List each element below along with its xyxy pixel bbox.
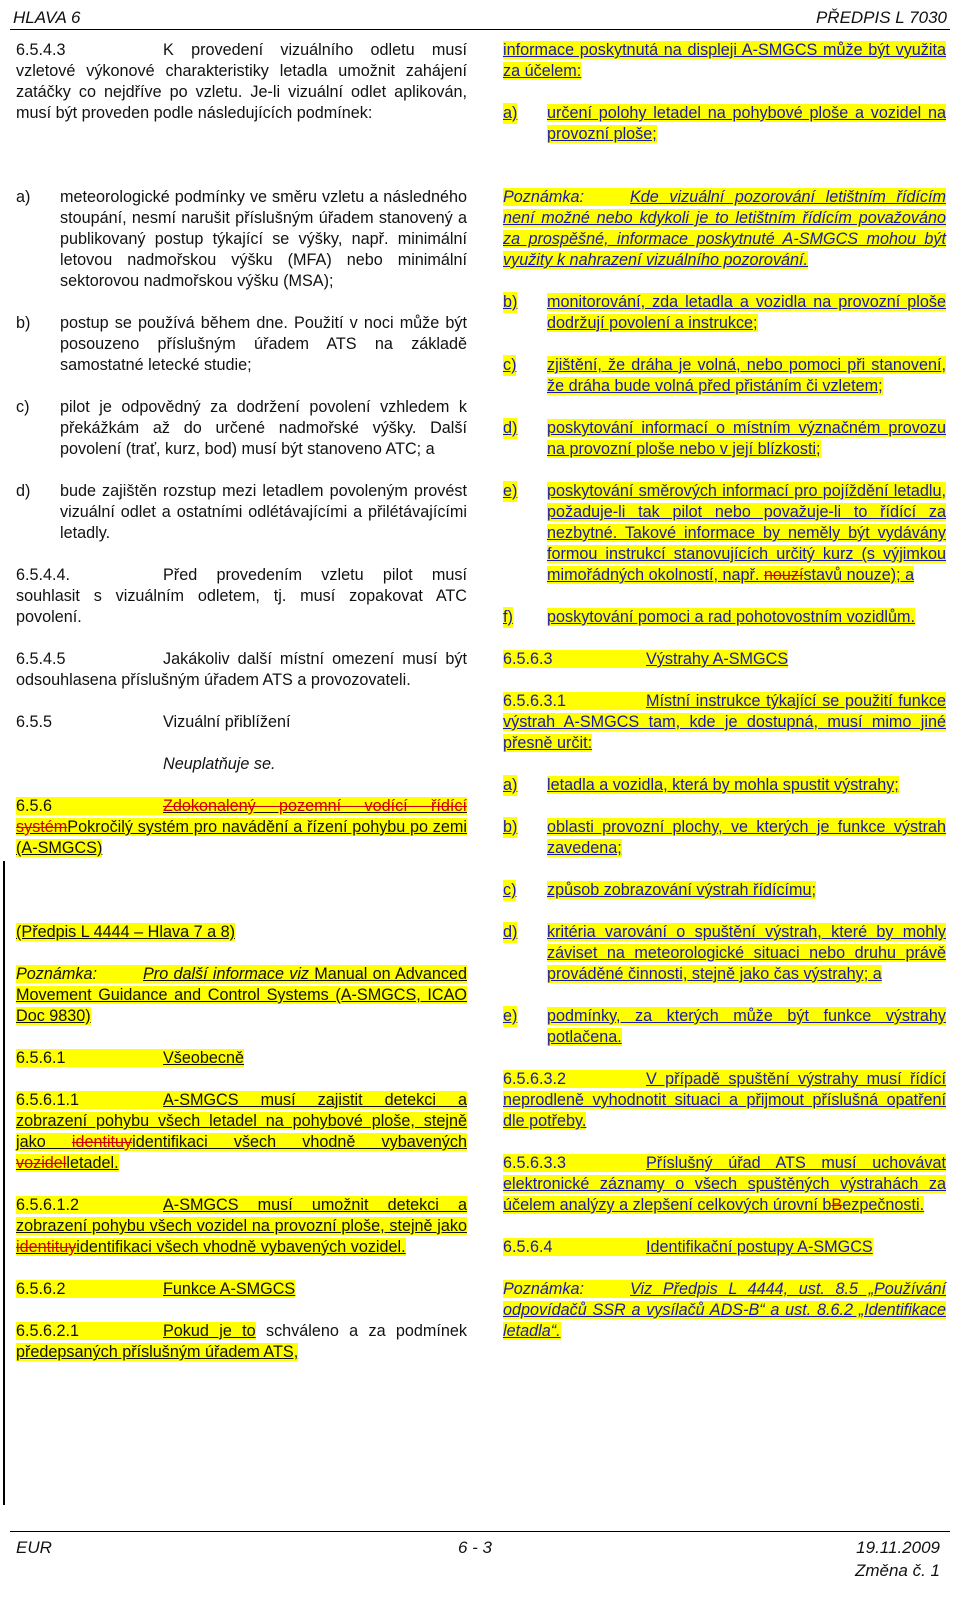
deleted-text: Zdokonalený pozemní vodící řídící systém — [16, 797, 467, 836]
section-6561-heading — [16, 1048, 467, 1069]
section-6544 — [16, 565, 467, 628]
intro-text: informace poskytnutá na displeji A-SMGCS může být využita za účelem: — [503, 41, 946, 80]
amendment-label: Změna č. 1 — [854, 1561, 940, 1580]
visual-note — [503, 187, 946, 271]
item-label: d) — [503, 923, 518, 941]
section-text: identifikaci všech vhodně vybavených vozidel. — [76, 1238, 406, 1256]
item-text: letadla a vozidla, která by mohla spustit výstrahy; — [547, 776, 899, 794]
item-text: určení polohy letadel na pohybové ploše a vozidel na provozní ploše; — [547, 104, 946, 143]
list-item — [503, 1006, 946, 1048]
item-text: způsob zobrazování výstrah řídícímu; — [547, 881, 817, 899]
section-number: 6.5.6.1 — [16, 1049, 66, 1067]
section-6543 — [16, 40, 467, 124]
item-label: c) — [16, 398, 30, 416]
section-number: 6.5.6.3.2 — [503, 1070, 567, 1088]
manual-note — [16, 964, 467, 1027]
list-item — [503, 880, 946, 901]
section-number: 6.5.6.1.2 — [16, 1196, 80, 1214]
not-applicable-note: Neuplatňuje se. — [163, 755, 276, 773]
note-label: Poznámka: — [503, 1280, 584, 1298]
section-656-heading — [16, 796, 467, 859]
item-text: poskytování informací o místním význačném provozu na provozní ploše nebo v její blízkosti; — [547, 419, 946, 458]
deleted-text: identituy — [16, 1238, 77, 1256]
item-label: b) — [503, 293, 518, 311]
item-label: a) — [503, 776, 518, 794]
item-text: postup se používá během dne. Použití v noci může být posouzeno příslušným úřadem ATS na základě samostatné letecké studie; — [60, 314, 467, 374]
item-label: b) — [16, 314, 31, 332]
item-label: c) — [503, 356, 517, 374]
section-text: ezpečnosti. — [842, 1196, 925, 1214]
note-label: Poznámka: — [16, 965, 97, 983]
section-65621 — [16, 1321, 467, 1363]
note-label: Poznámka: — [503, 188, 584, 206]
left-column — [16, 40, 467, 1363]
item-text: oblasti provozní plochy, ve kterých je funkce výstrah zavedena; — [547, 818, 946, 857]
item-text: pilot je odpovědný za dodržení povolení vzhledem k překážkám až do určené nadmořské výšky. Další povolení (trať, kurz, bod) musí být stanoveno ATC; a — [60, 398, 467, 458]
section-number: 6.5.4.3 — [16, 41, 66, 59]
manual-title: Manual on Advanced Movement Guidance and Control Systems (A-SMGCS, ICAO Doc 9830) — [16, 965, 467, 1025]
section-text: Místní instrukce týkající se použití funkce výstrah A-SMGCS tam, kde je dostupná, musí mimo jiné přesně určit: — [503, 692, 946, 752]
item-label: d) — [503, 419, 518, 437]
section-text: K provedení vizuálního odletu musí vzletové výkonové charakteristiky letadla umožnit zahájení zatáčky co nejdříve po vzletu. Je-li vizuální odlet aplikován, musí být proveden podle následujících podmínek: — [16, 41, 467, 122]
note-text: Viz Předpis L 4444, ust. 8.5 „Používání odpovídačů SSR a vysílačů ADS-B“ a ust. 8.6.2 „Identifikace letadla“. — [503, 1280, 946, 1340]
section-number: 6.5.6.1.1 — [16, 1091, 80, 1109]
page-header — [10, 5, 950, 30]
section-6545 — [16, 649, 467, 691]
list-item — [16, 313, 467, 376]
section-number: 6.5.6.3.1 — [503, 692, 567, 710]
section-number: 6.5.6 — [16, 797, 53, 815]
right-column — [503, 40, 946, 1342]
item-label: a) — [503, 104, 518, 122]
item-label: f) — [503, 608, 513, 626]
section-65631 — [503, 691, 946, 754]
item-text: kritéria varování o spuštění výstrah, které by mohly záviset na meteorologické situaci nebo druhu právě prováděné činnosti, stejně jako čas výstrahy; a — [547, 923, 946, 983]
section-65632 — [503, 1069, 946, 1132]
section-number: 6.5.6.3 — [503, 650, 553, 668]
section-65633 — [503, 1153, 946, 1216]
item-text: stavů nouze); a — [803, 566, 915, 584]
section-number: 6.5.4.4. — [16, 566, 71, 584]
section-text: Před provedením vzletu pilot musí souhlasit s vizuálním odletem, tj. musí zopakovat ATC povolení. — [16, 566, 467, 626]
item-text: podmínky, za kterých může být funkce výstrahy potlačena. — [547, 1007, 946, 1046]
section-65611 — [16, 1090, 467, 1174]
section-text: Pokud je to — [163, 1322, 256, 1340]
change-bar — [3, 861, 5, 1505]
note-text: Pro další informace viz — [143, 965, 310, 983]
section-text: schváleno a za podmínek — [265, 1322, 468, 1340]
reference-text: (Předpis L 4444 – Hlava 7 a 8) — [16, 923, 235, 941]
section-text: předepsaných příslušným úřadem ATS, — [16, 1343, 299, 1361]
list-item — [16, 397, 467, 460]
section-text: V případě spuštění výstrahy musí řídící neprodleně vyhodnotit situaci a přijmout příslušná opatření dle potřeby. — [503, 1070, 946, 1130]
section-number: 6.5.5 — [16, 713, 53, 731]
section-text: letadel. — [66, 1154, 119, 1172]
item-label: e) — [503, 482, 518, 500]
list-item — [503, 607, 946, 628]
list-item — [503, 355, 946, 397]
item-text: bude zajištěn rozstup mezi letadlem povoleným provést vizuální odlet a ostatními odlétávajícími a přilétávajícími letadly. — [60, 482, 467, 542]
reference — [16, 922, 467, 943]
section-text: Příslušný úřad ATS musí uchovávat elektronické záznamy o všech spuštěných výstrahách za účelem analýzy a zlepšení celkových úrovní b — [503, 1154, 946, 1214]
section-6562-heading — [16, 1279, 467, 1300]
section-title: Identifikační postupy A-SMGCS — [646, 1238, 873, 1256]
page-footer — [10, 1531, 950, 1604]
item-label: c) — [503, 881, 517, 899]
section-6563-heading — [503, 649, 946, 670]
list-item — [503, 418, 946, 460]
item-text: zjištění, že dráha je volná, nebo pomoci při stanovení, že dráha bude volná před přistáním či vzletem; — [547, 356, 946, 395]
chapter-label: HLAVA 6 — [13, 8, 81, 27]
section-title: Všeobecně — [163, 1049, 245, 1067]
section-title: Vizuální přiblížení — [163, 713, 291, 731]
item-text: monitorování, zda letadla a vozidla na provozní ploše dodržují povolení a instrukce; — [547, 293, 946, 332]
identification-note — [503, 1279, 946, 1342]
item-label: b) — [503, 818, 518, 836]
section-65612 — [16, 1195, 467, 1258]
inserted-text: Pokročilý systém pro navádění a řízení pohybu po zemi (A-SMGCS) — [16, 818, 467, 857]
item-label: a) — [16, 188, 31, 206]
list-item — [503, 103, 946, 145]
item-label: e) — [503, 1007, 518, 1025]
regulation-label: PŘEDPIS L 7030 — [815, 8, 947, 27]
section-title: Výstrahy A-SMGCS — [646, 650, 789, 668]
deleted-text: vozidel — [16, 1154, 67, 1172]
note-text: Kde vizuální pozorování letištním řídícím není možné nebo kdykoli je to letištním řídícím považováno za prospěšné, informace poskytnuté A-SMGCS mohou být využity k nahrazení vizuálního pozorování. — [503, 188, 946, 269]
section-text: A-SMGCS musí zajistit detekci a zobrazení pohybu všech letadel na pohybové ploše, stejně jako — [16, 1091, 467, 1151]
item-text: poskytování pomoci a rad pohotovostním vozidlům. — [547, 608, 916, 626]
section-6564-heading — [503, 1237, 946, 1258]
item-text: poskytování směrových informací pro pojíždění letadlu, požaduje-li tak pilot nebo považuje-li to řídící za nezbytné. Takové informace by neměly být vydávány formou instrukcí stanovujících určitý kurz (s výjimkou mimořádných okolností, např. — [547, 482, 946, 584]
list-item — [503, 481, 946, 586]
deleted-text: identituy — [71, 1133, 133, 1151]
deleted-text: nouzí — [763, 566, 804, 584]
list-item — [503, 775, 946, 796]
deleted-text: B — [831, 1196, 843, 1214]
list-item — [503, 817, 946, 859]
list-item — [16, 187, 467, 292]
issue-date: 19.11.2009 — [856, 1538, 940, 1557]
page-number: 6 - 3 — [458, 1538, 493, 1557]
item-label: d) — [16, 482, 31, 500]
section-655-heading — [16, 712, 467, 733]
list-item — [503, 292, 946, 334]
section-text: Jakákoliv další místní omezení musí být odsouhlasena příslušným úřadem ATS a provozovateli. — [16, 650, 467, 689]
list-item — [503, 922, 946, 985]
section-number: 6.5.6.2 — [16, 1280, 66, 1298]
display-intro — [503, 40, 946, 82]
section-number: 6.5.4.5 — [16, 650, 66, 668]
section-text: A-SMGCS musí umožnit detekci a zobrazení pohybu všech vozidel na provozní ploše, stejně jako — [16, 1196, 467, 1235]
list-item — [16, 481, 467, 544]
section-title: Funkce A-SMGCS — [163, 1280, 296, 1298]
region-label: EUR — [16, 1538, 52, 1557]
section-text: identifikaci všech vhodně vybavených — [132, 1133, 467, 1151]
section-number: 6.5.6.3.3 — [503, 1154, 567, 1172]
section-number: 6.5.6.2.1 — [16, 1322, 80, 1340]
item-text: meteorologické podmínky ve směru vzletu a následného stoupání, nesmí narušit příslušným úřadem stanovený a publikovaný postup týkající se výšky, např. minimální letovou nadmořskou výšku (MFA) nebo minimální sektorovou nadmořskou výšku (MSA); — [60, 188, 467, 290]
section-number: 6.5.6.4 — [503, 1238, 553, 1256]
